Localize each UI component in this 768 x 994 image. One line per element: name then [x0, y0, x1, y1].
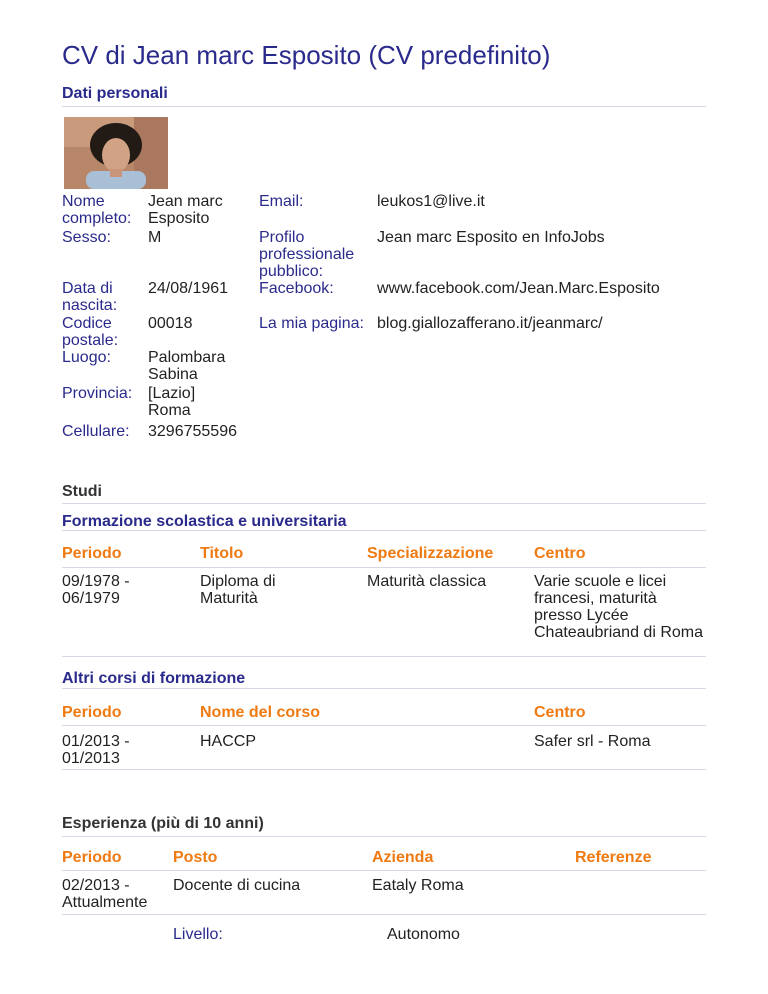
label-postal-code: Codice postale:: [62, 315, 119, 349]
section-heading-experience: Esperienza (più di 10 anni): [62, 815, 264, 832]
col-header-period: Periodo: [62, 545, 122, 562]
cell-title: Diploma di Maturità: [200, 573, 276, 607]
label-public-profile: Profilo professionale pubblico:: [259, 229, 355, 280]
value-facebook[interactable]: www.facebook.com/Jean.Marc.Esposito: [377, 280, 660, 297]
cell-center: Varie scuole e licei francesi, maturità presso Lycée Chateaubriand di Roma: [534, 573, 703, 641]
divider: [62, 870, 706, 871]
divider: [62, 725, 706, 726]
cell-position: Docente di cucina: [173, 877, 301, 894]
col-header-specialization: Specializzazione: [367, 545, 494, 562]
value-place: Palombara Sabina: [148, 349, 226, 383]
cell-specialization: Maturità classica: [367, 573, 487, 590]
value-email[interactable]: leukos1@live.it: [377, 193, 485, 210]
label-facebook: Facebook:: [259, 280, 334, 297]
divider: [62, 567, 706, 568]
col-header-center: Centro: [534, 704, 586, 721]
divider: [62, 106, 706, 107]
value-level: Autonomo: [387, 926, 460, 943]
divider: [62, 530, 706, 531]
col-header-position: Posto: [173, 849, 218, 866]
divider: [62, 914, 706, 915]
label-mobile: Cellulare:: [62, 423, 130, 440]
label-place: Luogo:: [62, 349, 111, 366]
divider: [62, 503, 706, 504]
cell-period: 09/1978 - 06/1979: [62, 573, 130, 607]
label-province: Provincia:: [62, 385, 133, 402]
cell-period: 01/2013 - 01/2013: [62, 733, 130, 767]
col-header-company: Azienda: [372, 849, 434, 866]
value-my-page[interactable]: blog.giallozafferano.it/jeanmarc/: [377, 315, 603, 332]
divider: [62, 769, 706, 770]
col-header-period: Periodo: [62, 849, 122, 866]
label-birth-date: Data di nascita:: [62, 280, 118, 314]
divider: [62, 688, 706, 689]
cell-period: 02/2013 - Attualmente: [62, 877, 148, 911]
label-full-name: Nome completo:: [62, 193, 132, 227]
section-heading-personal: Dati personali: [62, 85, 168, 102]
value-mobile: 3296755596: [148, 423, 237, 440]
value-province: [Lazio] Roma: [148, 385, 196, 419]
col-header-period: Periodo: [62, 704, 122, 721]
col-header-center: Centro: [534, 545, 586, 562]
value-postal-code: 00018: [148, 315, 193, 332]
label-email: Email:: [259, 193, 304, 210]
divider: [62, 656, 706, 657]
col-header-course-name: Nome del corso: [200, 704, 321, 721]
subsection-heading-formal: Formazione scolastica e universitaria: [62, 513, 347, 530]
label-level: Livello:: [173, 926, 223, 943]
cell-course-name: HACCP: [200, 733, 257, 750]
label-gender: Sesso:: [62, 229, 111, 246]
value-gender: M: [148, 229, 162, 246]
value-birth-date: 24/08/1961: [148, 280, 229, 297]
cell-center: Safer srl - Roma: [534, 733, 651, 750]
page-title: CV di Jean marc Esposito (CV predefinito): [62, 40, 551, 70]
value-public-profile[interactable]: Jean marc Esposito en InfoJobs: [377, 229, 605, 246]
value-full-name: Jean marc Esposito: [148, 193, 223, 227]
label-my-page: La mia pagina:: [259, 315, 364, 332]
col-header-references: Referenze: [575, 849, 652, 866]
col-header-title: Titolo: [200, 545, 244, 562]
profile-photo: [64, 117, 168, 189]
divider: [62, 836, 706, 837]
section-heading-studies: Studi: [62, 483, 102, 500]
cell-company: Eataly Roma: [372, 877, 464, 894]
subsection-heading-other-courses: Altri corsi di formazione: [62, 670, 246, 687]
